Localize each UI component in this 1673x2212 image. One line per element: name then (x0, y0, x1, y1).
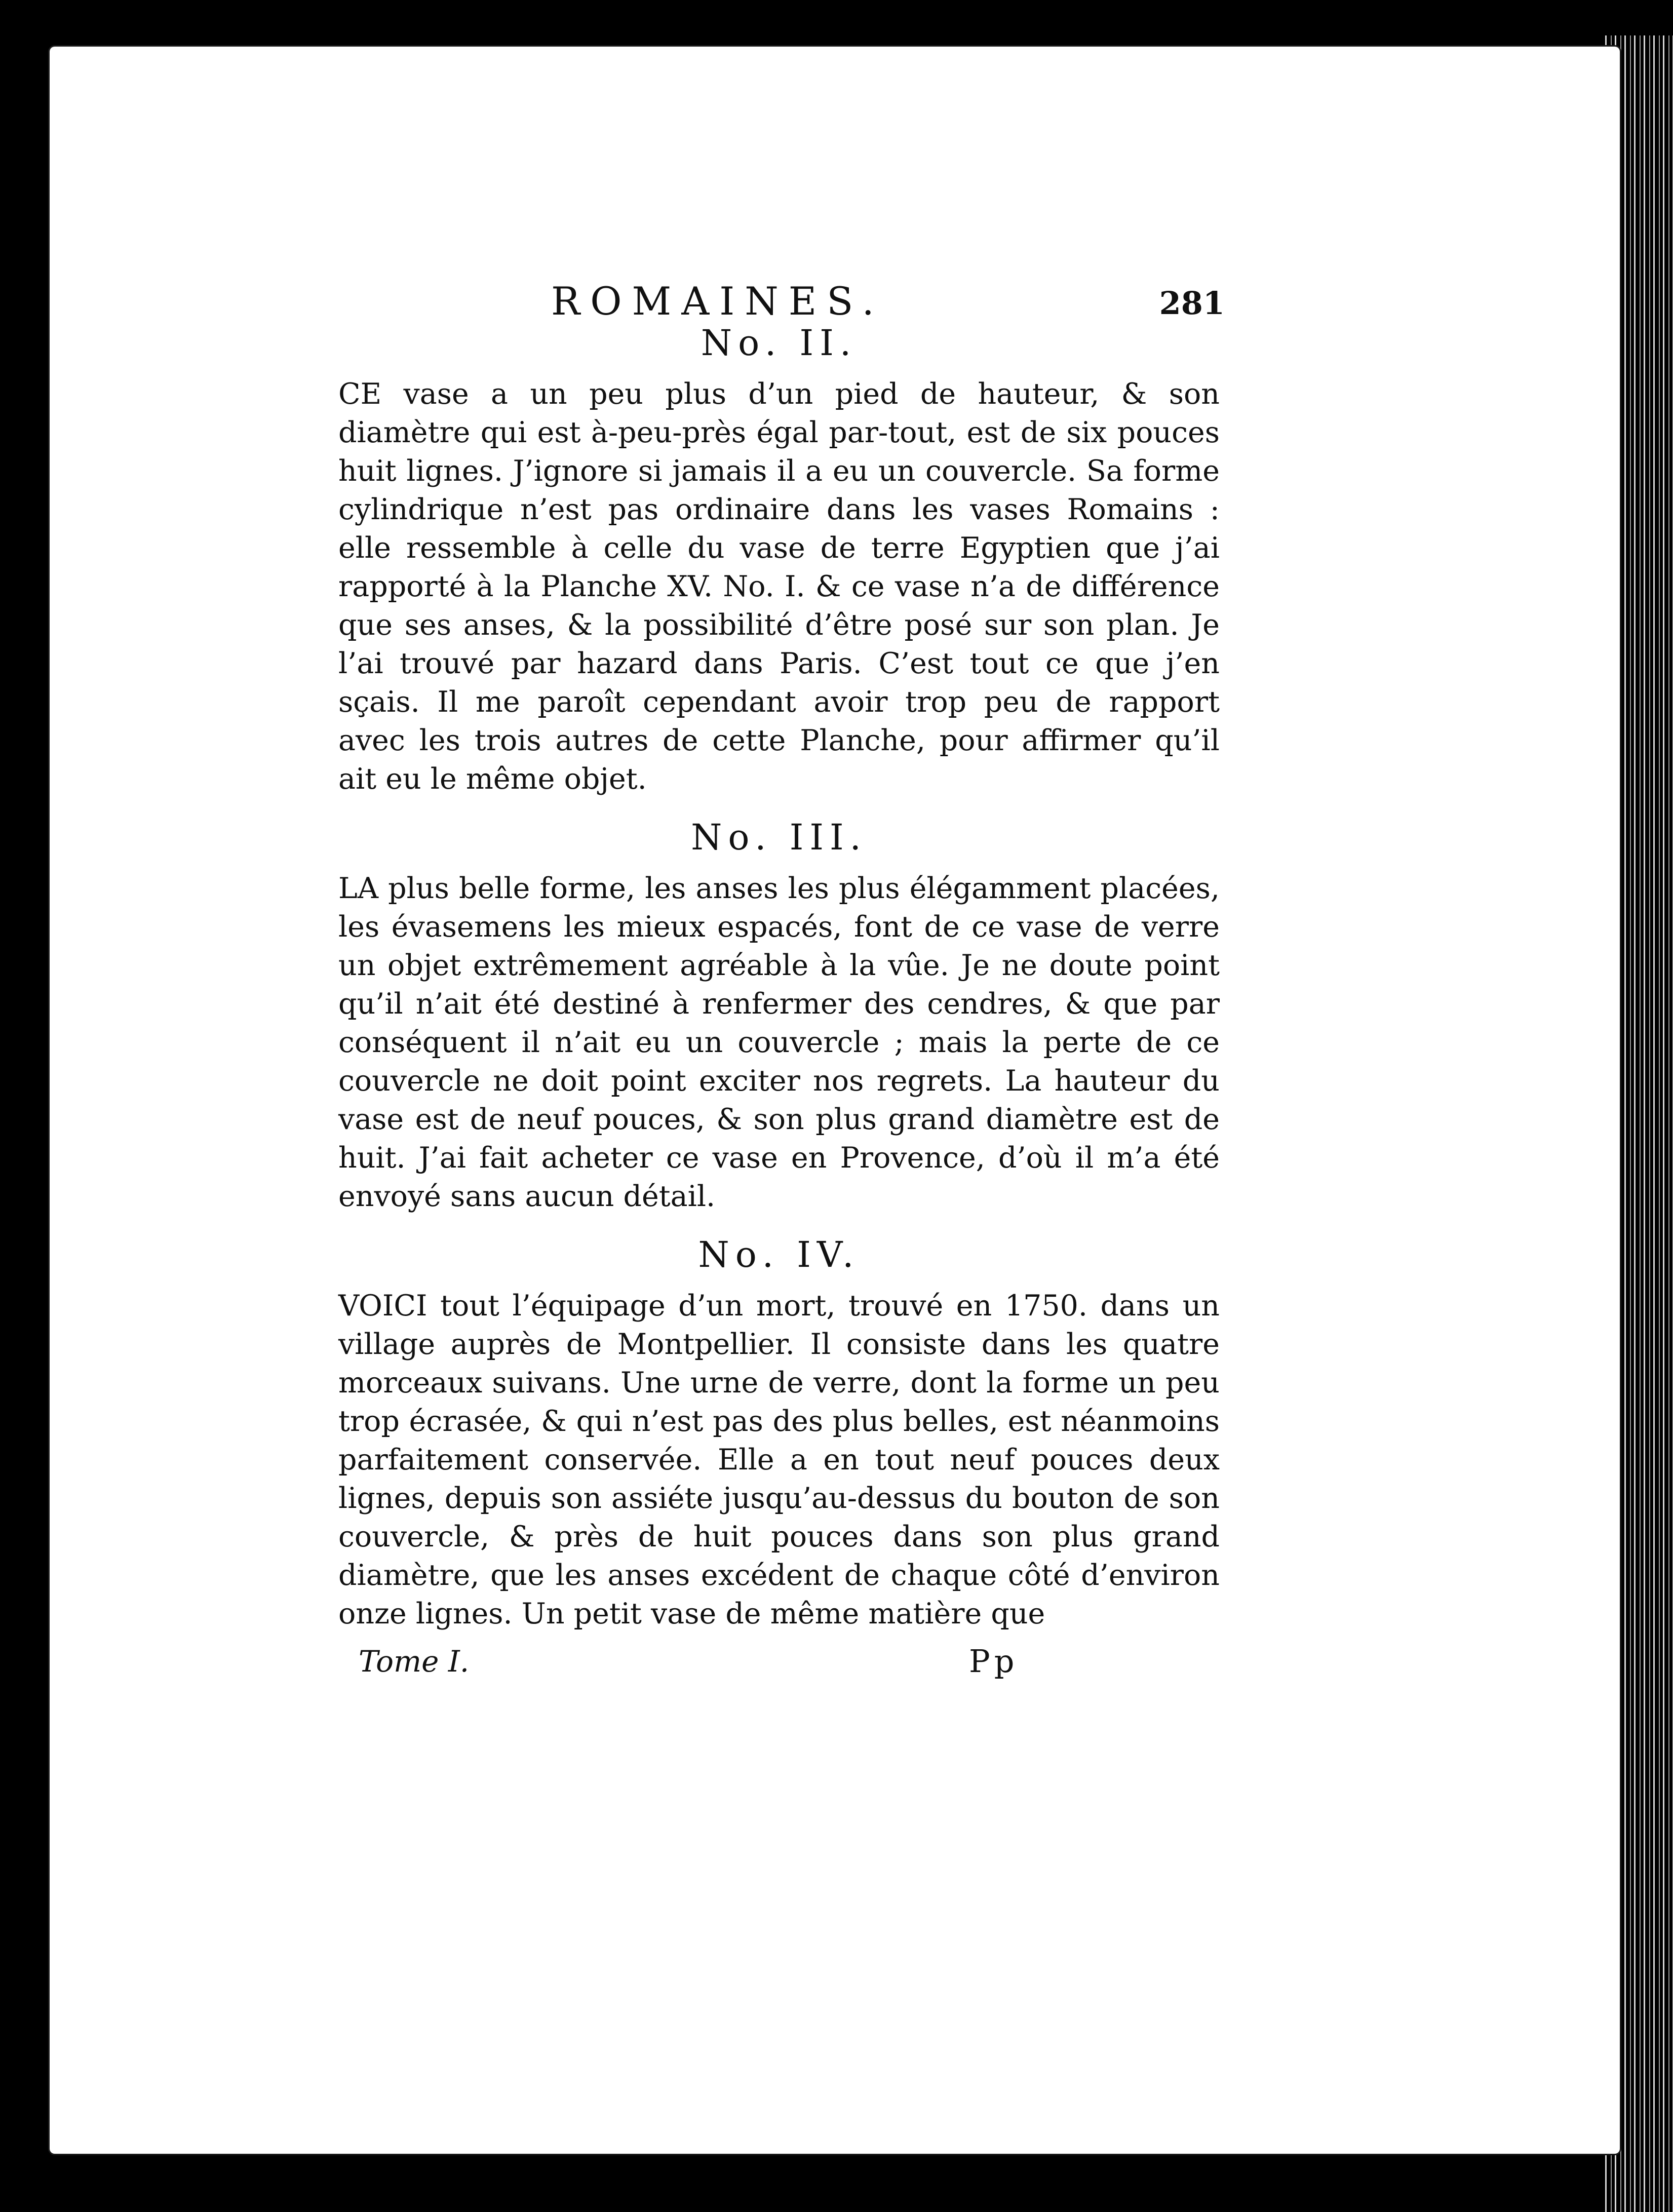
section-text-4: VOICI tout l’équipage d’un mort, trouvé en 1750. dans un village auprès de Montpellier. Il consiste dans les quatre morceaux suivans. Une urne de verre, dont la forme un peu trop écrasée, & qui n’est pas des plus belles, est néanmoins parfaitement conservée. Elle a en tout neuf pouces deux lignes, depuis son assiéte jusqu’au-dessus du bouton de son couvercle, & près de huit pouces dans son plus grand diamètre, que les anses excédent de chaque côté d’environ onze lignes. Un petit vase de même matière que (338, 1289, 1220, 1631)
page-footer (338, 1639, 1220, 1685)
signature-mark: Pp (969, 1643, 1019, 1680)
section-heading-2: No. II. (701, 322, 858, 364)
page-number: 281 (1159, 285, 1225, 322)
running-title: ROMAINES. (551, 279, 884, 324)
section-text-2: CE vase a un peu plus d’un pied de hauteur, & son diamètre qui est à-peu-près égal par-tout, est de six pouces huit lignes. J’ignore si jamais il a eu un couvercle. Sa forme cylindrique n’est pas ordinaire dans les vases Romains : elle ressemble à celle du vase de terre Egyptien que j’ai rapporté à la Planche XV. No. I. & ce vase n’a de différence que ses anses, & la possibilité d’être posé sur son plan. Je l’ai trouvé par hazard dans Paris. C’est tout ce que j’en sçais. Il me paroît cependant avoir trop peu de rapport avec les trois autres de cette Planche, pour affirmer qu’il ait eu le même objet. (338, 377, 1220, 796)
section-heading-4: No. IV. (698, 1234, 860, 1275)
section-text-3: LA plus belle forme, les anses les plus élégamment placées, les évasemens les mieux espacés, font de ce vase de verre un objet extrêmement agréable à la vûe. Je ne doute point qu’il n’ait été destiné à renfermer des cendres, & que par conséquent il n’ait eu un couvercle ; mais la perte de ce couvercle ne doit point exciter nos regrets. La hauteur du vase est de neuf pouces, & son plus grand diamètre est de huit. J’ai fait acheter ce vase en Provence, d’où il m’a été envoyé sans aucun détail. (338, 872, 1220, 1213)
book-page (50, 47, 1620, 2154)
running-head (338, 269, 1225, 325)
volume-label: Tome I. (359, 1644, 470, 1679)
text-block (338, 269, 1225, 1685)
section-heading-3: No. III. (691, 817, 867, 858)
